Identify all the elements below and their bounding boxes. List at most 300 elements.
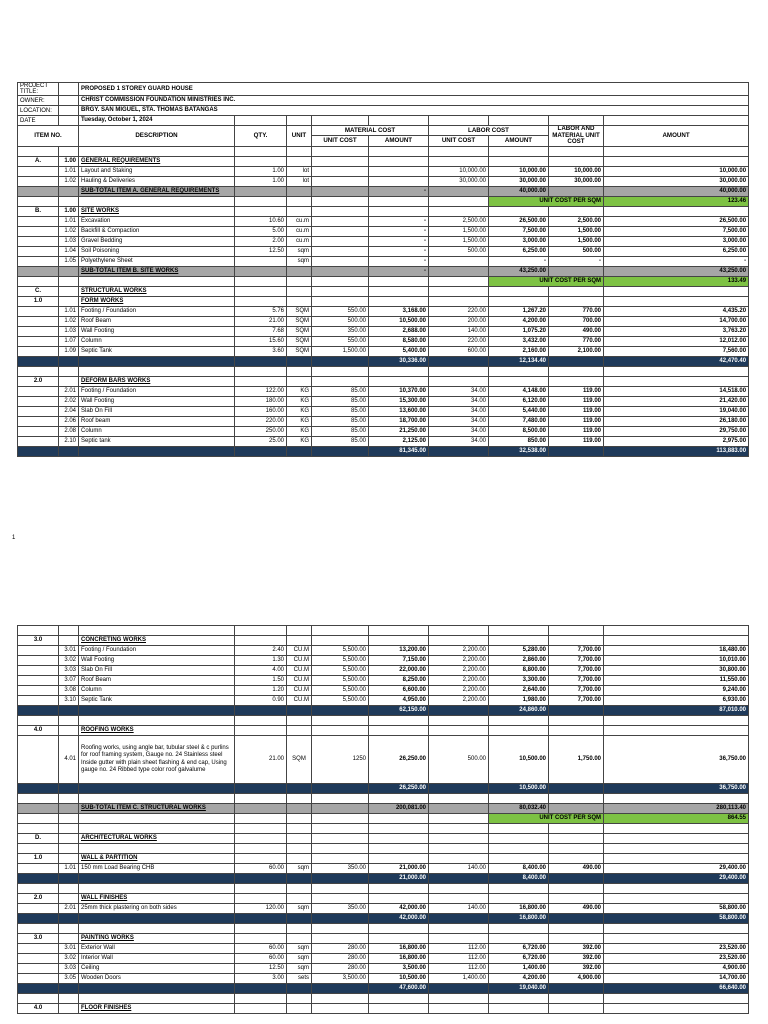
total-labor-amount: 19,040.00 [489,984,549,994]
blank-cell [235,984,287,994]
section-item-no: 4.0 [18,1004,59,1014]
item-no-cell [18,336,59,346]
blank-cell [369,296,429,306]
item-amount: 58,800.00 [604,904,749,914]
blank-cell [235,706,287,716]
item-code: 1.01 [59,166,79,176]
blank-cell [429,824,489,834]
blank-cell [369,156,429,166]
blank-cell [18,626,59,636]
item-amount: 3,000.00 [604,236,749,246]
blank-cell [235,1004,287,1014]
labor-amount: 2,640.00 [489,686,549,696]
item-code: 1.01 [59,864,79,874]
blank-cell [59,196,79,206]
labor-unit-cost: 2,200.00 [429,666,489,676]
blank-cell [429,146,489,156]
subtotal-material-amount: 200,081.00 [369,804,429,814]
labor-amount: 5,280.00 [489,646,549,656]
blank-cell [312,924,369,934]
labor-unit-cost: 2,200.00 [429,646,489,656]
blank-cell [549,794,604,804]
section-code: 1.00 [59,206,79,216]
item-qty: 1.20 [235,686,287,696]
blank-cell [369,376,429,386]
item-amount: 7,560.00 [604,346,749,356]
section-title: FLOOR FINISHES [79,1004,235,1014]
subtotal-row [18,266,749,276]
blank-cell [235,784,287,794]
line-item-row [18,216,749,226]
blank-cell [549,716,604,726]
labor-material-unit-cost: 7,700.00 [549,696,604,706]
blank-cell [312,894,369,904]
material-amount: - [369,226,429,236]
labor-amount: 7,500.00 [489,226,549,236]
blank-cell [489,286,549,296]
item-no-cell [18,666,59,676]
section-header-row [18,726,749,736]
blank-cell [59,984,79,994]
blank-cell [312,1004,369,1014]
material-unit-cost [312,166,369,176]
item-description: Footing / Foundation [79,386,235,396]
item-qty: 122.00 [235,386,287,396]
material-amount: 10,370.00 [369,386,429,396]
material-amount [369,166,429,176]
item-no-cell [18,256,59,266]
total-amount: 42,470.40 [604,356,749,366]
blank-row [18,716,749,726]
blank-cell [59,814,79,824]
labor-amount: 10,000.00 [489,166,549,176]
date-value: Tuesday, October 1, 2024 [79,116,235,126]
blank-cell [369,844,429,854]
item-no-cell [18,944,59,954]
blank-cell [604,376,749,386]
labor-material-unit-cost: 500.00 [549,246,604,256]
item-code: 3.10 [59,696,79,706]
labor-amount: 1,980.00 [489,696,549,706]
blank-cell [549,446,604,456]
item-qty: 0.90 [235,696,287,706]
labor-unit-cost: 34.00 [429,386,489,396]
line-item-row [18,306,749,316]
blank-cell [59,186,79,196]
item-no-cell [18,646,59,656]
blank-cell [549,356,604,366]
project-info-table [17,82,749,457]
line-item-row [18,686,749,696]
total-material-amount: 62,150.00 [369,706,429,716]
blank-cell [369,924,429,934]
section-title: STRUCTURAL WORKS [79,286,235,296]
blank-cell [235,794,287,804]
line-item-row [18,416,749,426]
col-labor-cost: LABOR COST [429,126,549,136]
blank-cell [604,884,749,894]
blank-cell [312,636,369,646]
blank-cell [79,824,235,834]
unit-cost-per-sqm-value: 864.55 [604,814,749,824]
subtotal-labor-amount: 40,000.00 [489,186,549,196]
blank-cell [604,366,749,376]
item-unit: lot [287,176,312,186]
blank-cell [287,626,312,636]
blank-cell [287,276,312,286]
blank-cell [312,186,369,196]
labor-amount: 30,000.00 [489,176,549,186]
item-unit: KG [287,386,312,396]
material-amount: 2,125.00 [369,436,429,446]
labor-material-unit-cost: 1,500.00 [549,236,604,246]
blank-cell [235,914,287,924]
blank-cell [604,924,749,934]
material-unit-cost [312,226,369,236]
item-unit: lot [287,166,312,176]
blank-cell [369,366,429,376]
blank-cell [429,356,489,366]
item-unit: cu.m [287,236,312,246]
item-code: 3.08 [59,686,79,696]
subtotal-row [18,186,749,196]
section-header-row [18,206,749,216]
blank-cell [235,874,287,884]
blank-cell [287,376,312,386]
blank-cell [287,716,312,726]
item-code: 3.05 [59,974,79,984]
item-amount: 26,180.00 [604,416,749,426]
blank-cell [312,784,369,794]
labor-material-unit-cost: 7,700.00 [549,676,604,686]
blank-cell [79,626,235,636]
blank-cell [235,716,287,726]
blank-cell [549,206,604,216]
item-no-cell [18,904,59,914]
blank-cell [235,296,287,306]
blank-cell [429,196,489,206]
material-amount: 42,000.00 [369,904,429,914]
item-qty: 10.60 [235,216,287,226]
unit-cost-per-sqm-value: 123.46 [604,196,749,206]
blank-cell [287,356,312,366]
col-unit: UNIT [287,126,312,147]
material-amount: 10,500.00 [369,974,429,984]
material-unit-cost: 280.00 [312,944,369,954]
blank-cell [549,266,604,276]
date-label: DATE [18,116,59,126]
blank-cell [79,276,235,286]
section-item-no: 2.0 [18,894,59,904]
project-title-value: PROPOSED 1 STOREY GUARD HOUSE [79,83,749,96]
line-item-row [18,406,749,416]
item-unit: CU.M [287,686,312,696]
item-description: Layout and Staking [79,166,235,176]
item-description: Wall Footing [79,656,235,666]
blank-cell [287,784,312,794]
material-amount: 5,400.00 [369,346,429,356]
section-header-row [18,854,749,864]
project-title-label: PROJECT TITLE: [18,83,59,96]
section-item-no: 1.0 [18,854,59,864]
material-unit-cost [312,176,369,186]
labor-unit-cost: 112.00 [429,944,489,954]
item-unit: sqm [287,944,312,954]
blank-cell [549,984,604,994]
material-unit-cost: 85.00 [312,386,369,396]
blank-cell [429,894,489,904]
item-code: 1.09 [59,346,79,356]
blank-cell [287,366,312,376]
blank-cell [369,834,429,844]
item-amount: 14,700.00 [604,316,749,326]
estimate-sheet-page-2 [17,625,748,1014]
labor-amount: 8,800.00 [489,666,549,676]
material-unit-cost: 350.00 [312,904,369,914]
blank-cell [287,934,312,944]
section-title: WALL & PARTITION [79,854,235,864]
col-material-amount: AMOUNT [369,136,429,146]
blank-cell [549,834,604,844]
subtotal-labor-amount: 80,032.40 [489,804,549,814]
blank-cell [549,296,604,306]
blank-cell [312,884,369,894]
labor-amount: 2,160.00 [489,346,549,356]
blank-cell [287,824,312,834]
material-unit-cost: 1250 [312,736,369,784]
blank-cell [287,844,312,854]
labor-amount: 3,300.00 [489,676,549,686]
blank-cell [369,934,429,944]
blank-cell [312,914,369,924]
blank-cell [18,994,59,1004]
section-code [59,726,79,736]
labor-amount: 26,500.00 [489,216,549,226]
line-item-row [18,436,749,446]
blank-cell [549,626,604,636]
material-amount: 26,250.00 [369,736,429,784]
item-qty: 5.76 [235,306,287,316]
material-amount: 21,250.00 [369,426,429,436]
material-amount: 15,300.00 [369,396,429,406]
item-code: 2.01 [59,386,79,396]
item-code: 2.02 [59,396,79,406]
line-item-row [18,166,749,176]
item-unit: sets [287,974,312,984]
blank-cell [79,994,235,1004]
blank-cell [549,924,604,934]
labor-amount: 850.00 [489,436,549,446]
blank-row [18,366,749,376]
section-header-row [18,296,749,306]
blank-cell [489,824,549,834]
blank-row [18,626,749,636]
labor-unit-cost: 2,500.00 [429,216,489,226]
location-value: BRGY. SAN MIGUEL, STA. THOMAS BATANGAS [79,106,749,116]
blank-cell [489,934,549,944]
item-amount: - [604,256,749,266]
item-qty: 60.00 [235,954,287,964]
item-amount: 3,763.20 [604,326,749,336]
total-labor-amount: 12,134.40 [489,356,549,366]
blank-cell [287,834,312,844]
item-unit: cu.m [287,226,312,236]
blank-cell [312,206,369,216]
blank-cell [18,356,59,366]
item-description: Roof Beam [79,676,235,686]
blank-cell [59,784,79,794]
labor-amount: 4,200.00 [489,316,549,326]
blank-cell [287,286,312,296]
item-qty: 3.60 [235,346,287,356]
blank-cell [369,726,429,736]
material-amount: 10,500.00 [369,316,429,326]
blank-cell [549,804,604,814]
blank-cell [604,854,749,864]
blank-cell [235,994,287,1004]
section-title: ARCHITECTURAL WORKS [79,834,235,844]
unit-cost-per-sqm-label: UNIT COST PER SQM [489,276,604,286]
blank-cell [489,146,549,156]
blank-cell [235,356,287,366]
blank-cell [549,706,604,716]
labor-unit-cost: 112.00 [429,964,489,974]
item-description: Column [79,336,235,346]
blank-cell [312,196,369,206]
material-amount: 22,000.00 [369,666,429,676]
item-qty: 5.00 [235,226,287,236]
labor-unit-cost: 1,500.00 [429,236,489,246]
item-unit: CU.M [287,656,312,666]
material-amount: - [369,246,429,256]
item-code: 3.02 [59,656,79,666]
line-item-row [18,396,749,406]
item-unit: SQM [287,306,312,316]
blank-cell [429,834,489,844]
section-code [59,854,79,864]
blank-cell [287,884,312,894]
blank-cell [312,626,369,636]
item-unit: sqm [287,864,312,874]
item-code: 2.01 [59,904,79,914]
blank-cell [287,446,312,456]
blank-cell [604,894,749,904]
material-unit-cost: 5,500.00 [312,696,369,706]
blank-cell [312,376,369,386]
blank-cell [235,814,287,824]
material-unit-cost: 5,500.00 [312,646,369,656]
col-material-cost: MATERIAL COST [312,126,429,136]
labor-unit-cost: 140.00 [429,326,489,336]
blank-cell [429,636,489,646]
blank-cell [18,266,59,276]
item-qty: 21.00 [235,316,287,326]
blank-cell [312,994,369,1004]
blank-cell [549,726,604,736]
blank-cell [18,824,59,834]
labor-unit-cost: 34.00 [429,436,489,446]
labor-material-unit-cost: 770.00 [549,336,604,346]
labor-material-unit-cost: 4,900.00 [549,974,604,984]
total-amount: 87,010.00 [604,706,749,716]
blank-cell [604,636,749,646]
labor-material-unit-cost: 119.00 [549,396,604,406]
blank-cell [235,636,287,646]
item-description: Excavation [79,216,235,226]
labor-unit-cost: 140.00 [429,864,489,874]
blank-cell [549,366,604,376]
item-description: Footing / Foundation [79,306,235,316]
material-amount: 21,000.00 [369,864,429,874]
material-unit-cost: 5,500.00 [312,666,369,676]
blank-cell [18,884,59,894]
item-no-cell [18,686,59,696]
item-unit: SQM [287,336,312,346]
labor-unit-cost: 2,200.00 [429,676,489,686]
labor-amount: 8,400.00 [489,864,549,874]
item-description: Septic tank [79,436,235,446]
material-unit-cost: 3,500.00 [312,974,369,984]
material-unit-cost [312,216,369,226]
subtotal-label: SUB-TOTAL ITEM A. GENERAL REQUIREMENTS [79,186,235,196]
item-qty: 220.00 [235,416,287,426]
blank-cell [312,834,369,844]
subtotal-labor-amount: 43,250.00 [489,266,549,276]
line-item-row [18,426,749,436]
labor-unit-cost: 200.00 [429,316,489,326]
blank-cell [18,366,59,376]
item-no-cell [18,386,59,396]
item-code: 3.01 [59,944,79,954]
blank-cell [604,726,749,736]
item-no-cell [18,326,59,336]
item-code: 1.04 [59,246,79,256]
section-item-no: 3.0 [18,636,59,646]
blank-cell [429,804,489,814]
material-amount: - [369,216,429,226]
blank-cell [604,1004,749,1014]
blank-cell [79,874,235,884]
item-no-cell [18,736,59,784]
item-description: Column [79,686,235,696]
item-amount: 29,750.00 [604,426,749,436]
blank-cell [429,626,489,636]
material-amount [369,176,429,186]
labor-amount: 1,400.00 [489,964,549,974]
item-unit: KG [287,396,312,406]
material-unit-cost: 5,500.00 [312,676,369,686]
item-amount: 4,435.20 [604,306,749,316]
blank-cell [59,366,79,376]
blank-cell [79,716,235,726]
unit-cost-per-sqm-row [18,814,749,824]
blank-cell [235,366,287,376]
labor-material-unit-cost: 119.00 [549,426,604,436]
blank-cell [59,884,79,894]
blank-cell [79,366,235,376]
page-number: 1 [12,535,16,541]
blank-cell [59,794,79,804]
blank-cell [18,186,59,196]
material-amount: 16,800.00 [369,944,429,954]
labor-material-unit-cost: 2,500.00 [549,216,604,226]
item-code: 1.02 [59,226,79,236]
line-item-row [18,696,749,706]
item-description: Slab On Fill [79,406,235,416]
labor-material-unit-cost: 119.00 [549,386,604,396]
item-qty: 1.50 [235,676,287,686]
material-amount: - [369,256,429,266]
